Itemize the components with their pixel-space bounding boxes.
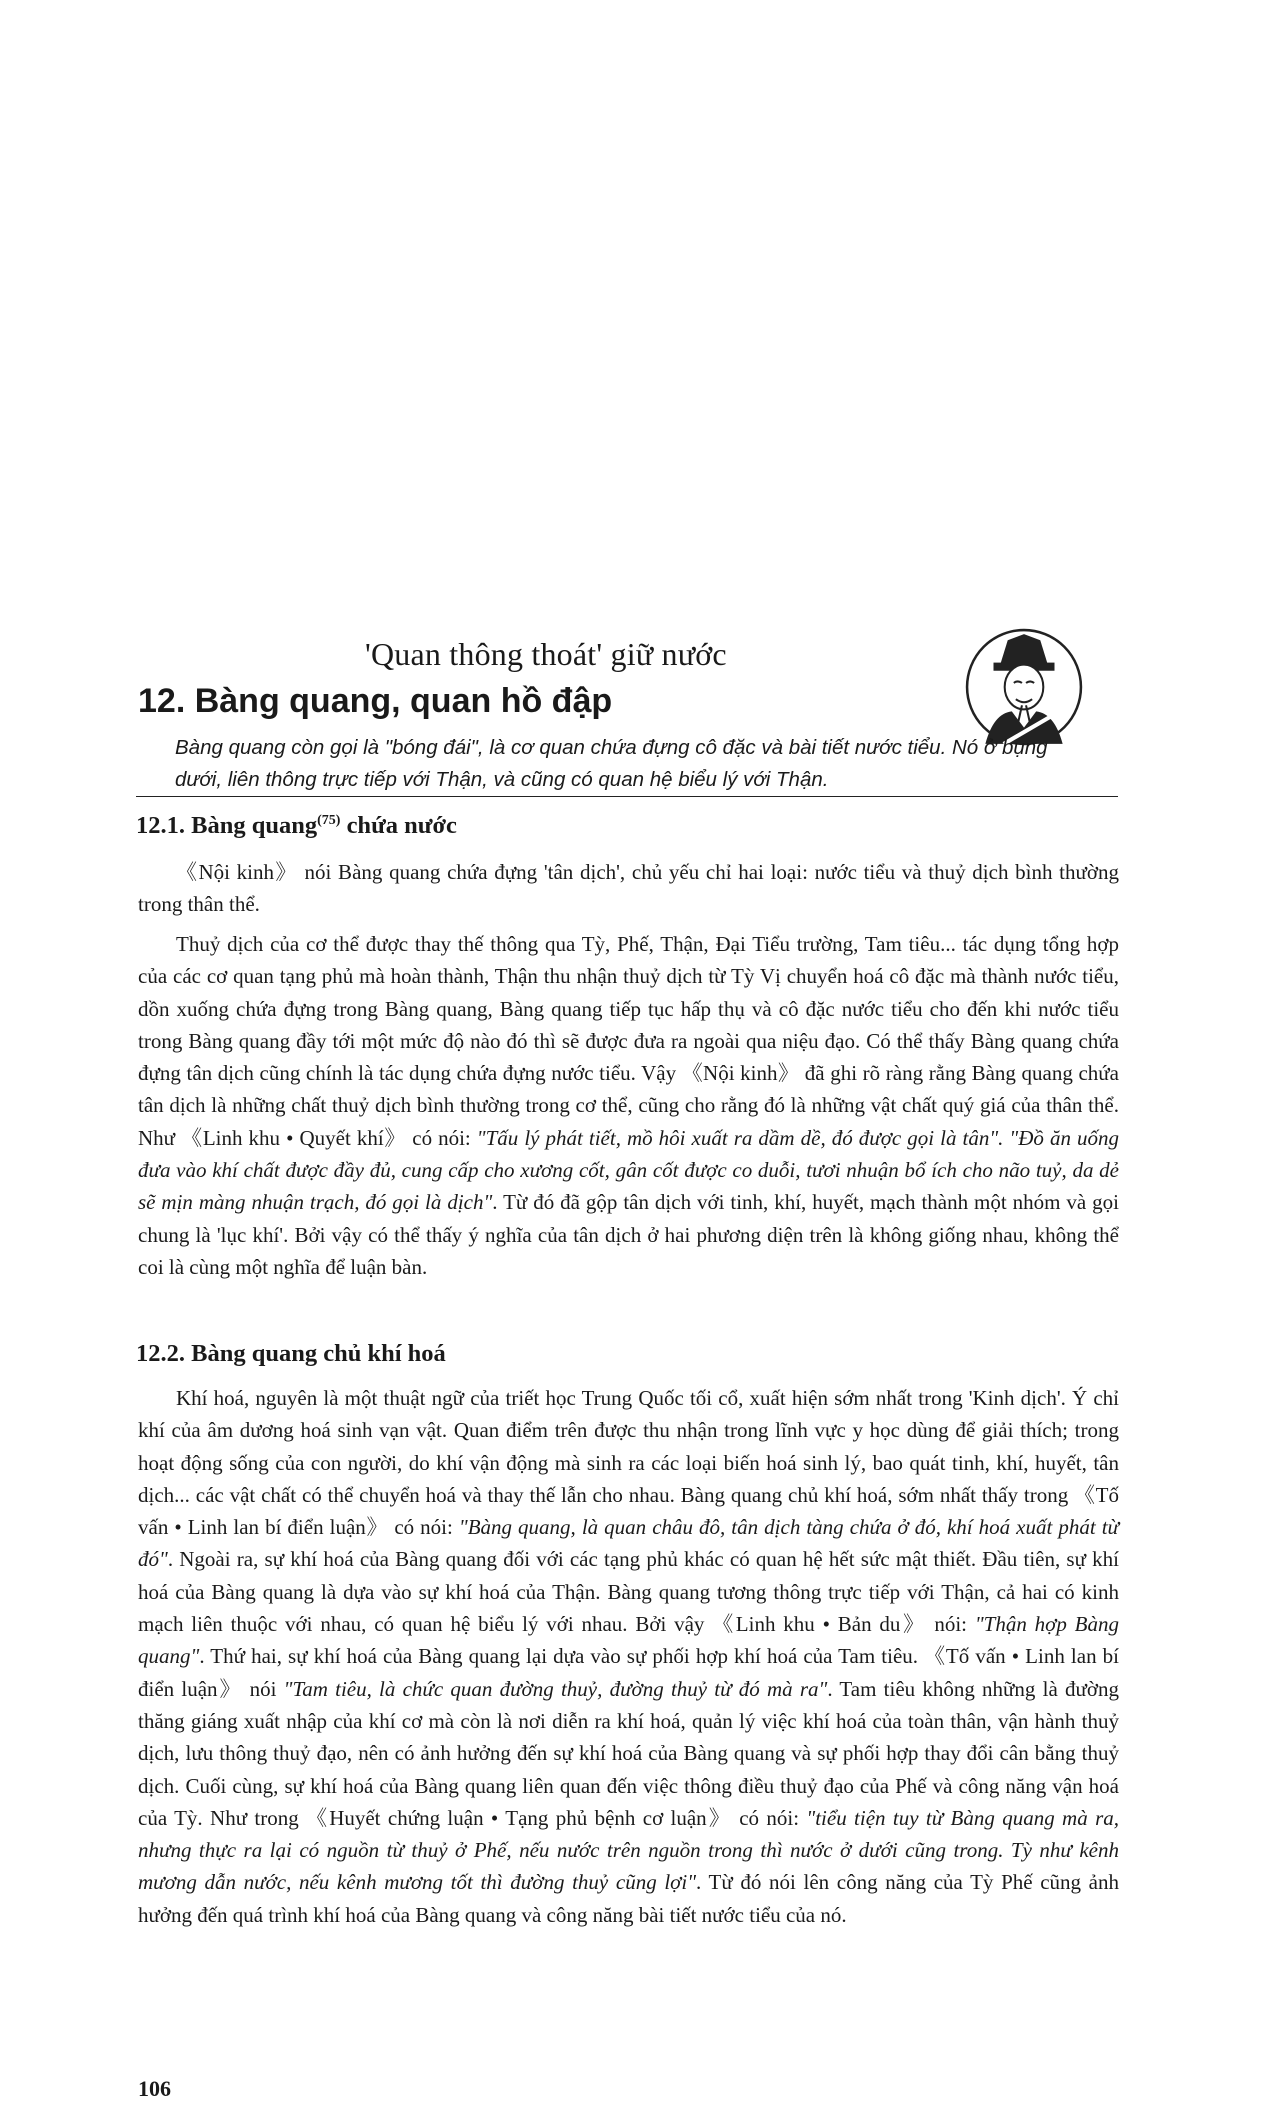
scholar-portrait-icon xyxy=(963,626,1085,748)
paragraph-text: Thuỷ dịch của cơ thể được thay thế thông qua Tỳ, Phế, Thận, Đại Tiểu trường, Tam tiêu... tác dụng tổng hợp của các cơ quan tạng phủ mà hoàn thành, Thận thu nhận thuỷ dịch từ Tỳ Vị chuyển hoá cô đặc mà thành nước tiểu, dồn xuống chứa đựng trong Bàng quang, Bàng quang tiếp tục hấp thụ và cô đặc nước tiểu cho đến khi nước tiểu trong Bàng quang đầy tới một mức độ nào đó thì sẽ được đưa ra ngoài qua niệu đạo. Có thể thấy Bàng quang chứa đựng tân dịch cũng chính là tác dụng chứa đựng nước tiểu. Vậy 《Nội kinh》 đã ghi rõ ràng rằng Bàng quang chứa tân dịch là những chất thuỷ dịch bình thường trong cơ thể, cũng cho rằng đó là những vật chất quý giá của thân thể. Như 《Linh khu • Quyết khí》 có nói: xyxy=(138,932,1119,1150)
quotation: "Tam tiêu, là chức quan đường thuỷ, đường thuỷ từ đó mà ra" xyxy=(283,1676,828,1701)
intro-divider xyxy=(136,796,1118,797)
chapter-title: 12. Bàng quang, quan hồ đập xyxy=(138,682,613,720)
quotation: "Tấu lý phát tiết, mồ hôi xuất ra dầm dề, đó được gọi là tân". "Đồ ăn uống đưa vào khí chất được đầy đủ, cung cấp cho xương cốt, gân cốt được co duỗi, tươi nhuận bổ ích cho não tuỷ, da dẻ sẽ mịn màng nhuận trạch, đó gọi là dịch" xyxy=(138,1125,1119,1215)
section-heading-12-1 xyxy=(136,812,457,840)
paragraph-text: . Tam tiêu không những là đường thăng giáng xuất nhập của khí cơ mà còn là nơi diễn ra khí hoá, quản lý việc khí hoá của toàn thân, vận hành thuỷ dịch, lưu thông thuỷ đạo, nên có ảnh hưởng đến sự khí hoá của Bàng quang và sự phối hợp thay đổi cân bằng thuỷ dịch. Cuối cùng, sự khí hoá của Bàng quang liên quan đến việc thông điều thuỷ đạo của Phế và công năng vận hoá của Tỳ. Như trong 《Huyết chứng luận • Tạng phủ bệnh cơ luận》 có nói: xyxy=(138,1676,1119,1830)
section-heading-tail: chứa nước xyxy=(340,812,457,839)
footnote-marker: (75) xyxy=(317,812,341,828)
section-heading-12-2: 12.2. Bàng quang chủ khí hoá xyxy=(136,1340,446,1367)
chapter-intro: Bàng quang còn gọi là "bóng đái", là cơ quan chứa đựng cô đặc và bài tiết nước tiểu. Nó ở bụng dưới, liên thông trực tiếp với Thận, và cũng có quan hệ biểu lý với Thận. xyxy=(175,736,1048,791)
paragraph-text: . Từ đó nói lên công năng của Tỳ Phế cũng ảnh hưởng đến quá trình khí hoá của Bàng quang và công năng bài tiết nước tiểu của nó. xyxy=(138,1870,1119,1927)
paragraph-text: . Từ đó đã gộp tân dịch với tinh, khí, huyết, mạch thành một nhóm và gọi chung là 'lục khí'. Bởi vậy có thể thấy ý nghĩa của tân dịch ở hai phương diện trên là không giống nhau, không thể coi là cùng một nghĩa để luận bàn. xyxy=(138,1190,1119,1279)
paragraph xyxy=(138,928,1119,1283)
chapter-tagline: 'Quan thông thoát' giữ nước xyxy=(365,636,727,672)
page-number: 106 xyxy=(138,2076,171,2101)
paragraph-text: . Ngoài ra, sự khí hoá của Bàng quang đối với các tạng phủ khác có quan hệ hết sức mật thiết. Đầu tiên, sự khí hoá của Bàng quang là dựa vào sự khí hoá của Thận. Bàng quang tương thông trực tiếp với Thận, cả hai có kinh mạch liên thuộc với nhau, có quan hệ biểu lý với nhau. Bởi vậy 《Linh khu • Bản du》 nói: xyxy=(138,1547,1119,1637)
paragraph: 《Nội kinh》 nói Bàng quang chứa đựng 'tân dịch', chủ yếu chỉ hai loại: nước tiểu và thuỷ dịch bình thường trong thân thể. xyxy=(138,860,1119,917)
paragraph-text: . Thứ hai, sự khí hoá của Bàng quang lại dựa vào sự phối hợp khí hoá của Tam tiêu. 《Tố vấn • Linh lan bí điển luận》 nói xyxy=(138,1644,1119,1701)
quotation: "Bàng quang, là quan châu đô, tân dịch tàng chứa ở đó, khí hoá xuất phát từ đó" xyxy=(138,1515,1120,1572)
quotation: "tiểu tiện tuy từ Bàng quang mà ra, nhưng thực ra lại có nguồn từ thuỷ ở Phế, nếu nước trên nguồn trong thì nước ở dưới cũng trong. Tỳ như kênh mương dẫn nước, nếu kênh mương tốt thì đường thuỷ cũng lợi" xyxy=(138,1805,1119,1895)
paragraph-text: Khí hoá, nguyên là một thuật ngữ của triết học Trung Quốc tối cổ, xuất hiện sớm nhất trong 'Kinh dịch'. Ý chỉ khí của âm dương hoá sinh vạn vật. Quan điểm trên được thu nhận trong lĩnh vực y học dùng để giải thích; trong hoạt động sống của con người, do khí vận động mà sinh ra các loại biến hoá sinh lý, bao quát tinh, khí, huyết, tân dịch... các vật chất có thể chuyển hoá và thay thế lẫn cho nhau. Bàng quang chủ khí hoá, sớm nhất thấy trong 《Tố vấn • Linh lan bí điển luận》 có nói: xyxy=(138,1386,1119,1540)
quotation: "Thận hợp Bàng quang" xyxy=(138,1612,1119,1669)
section-heading-text: 12.1. Bàng quang xyxy=(136,812,318,839)
paragraph xyxy=(138,1382,1119,1931)
